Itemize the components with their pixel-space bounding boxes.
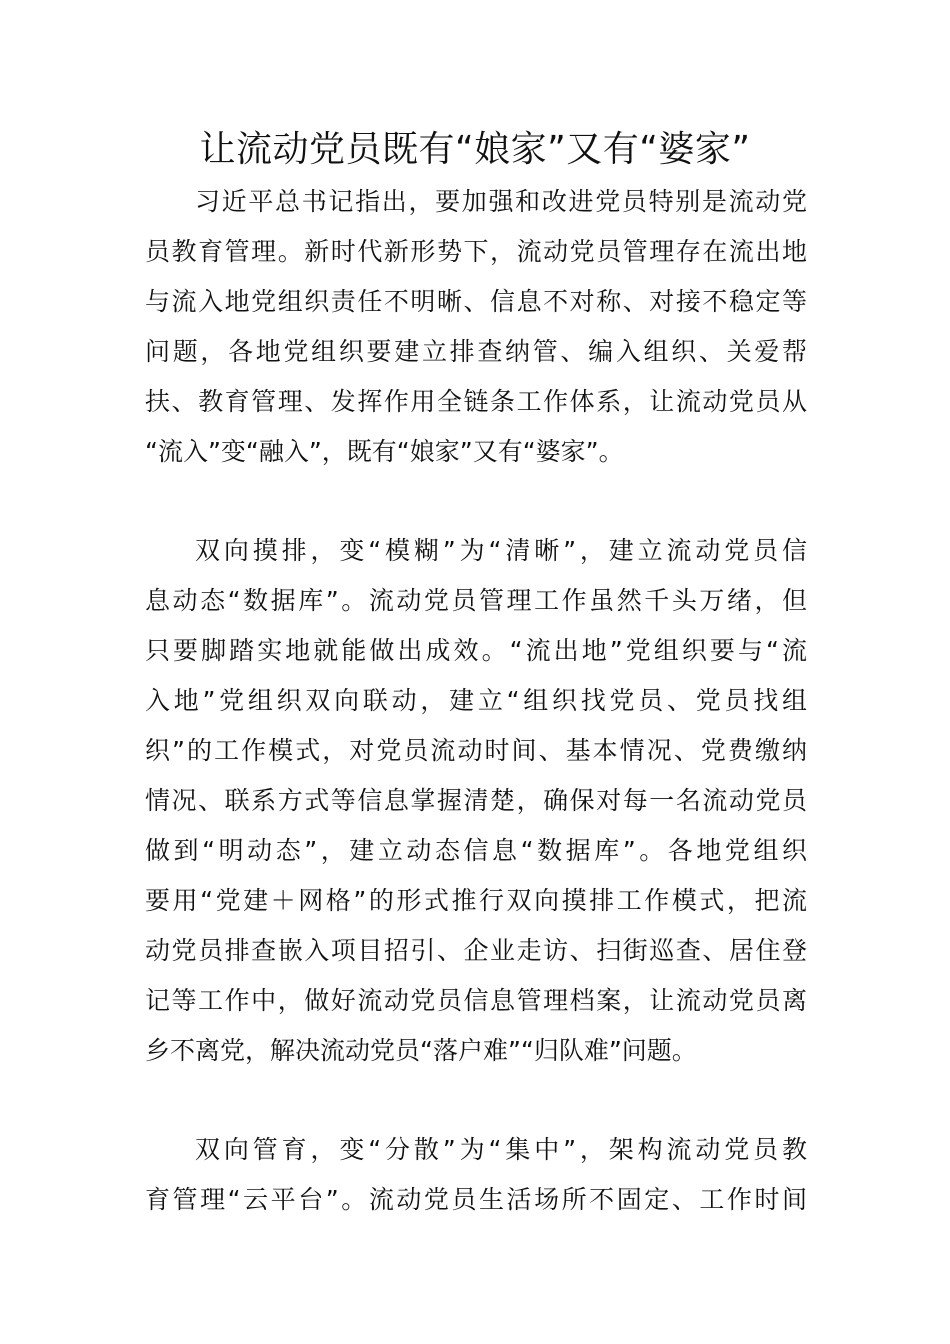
paragraph-2	[145, 526, 807, 1076]
paragraph-line: 做到“明动态”，建立动态信息“数据库”。各地党组织	[145, 836, 807, 865]
paragraph-line: 育管理“云平台”。流动党员生活场所不固定、工作时间	[145, 1185, 807, 1214]
paragraph-line: 要用“党建＋网格”的形式推行双向摸排工作模式，把流	[145, 886, 807, 915]
paragraph-line: 员教育管理。新时代新形势下，流动党员管理存在流出地	[145, 237, 807, 266]
paragraph-line: 记等工作中，做好流动党员信息管理档案，让流动党员离	[145, 986, 807, 1015]
paragraph-line: 习近平总书记指出，要加强和改进党员特别是流动党	[195, 187, 807, 216]
paragraph-line: 入地”党组织双向联动，建立“组织找党员、党员找组	[145, 686, 807, 715]
paragraph-line: 息动态“数据库”。流动党员管理工作虽然千头万绪，但	[145, 586, 807, 615]
paragraph-line: 与流入地党组织责任不明晰、信息不对称、对接不稳定等	[145, 287, 807, 316]
paragraph-line: 问题，各地党组织要建立排查纳管、编入组织、关爱帮	[145, 337, 807, 366]
paragraph-1	[145, 177, 807, 477]
paragraph-3	[145, 1125, 807, 1225]
paragraph-line: 只要脚踏实地就能做出成效。“流出地”党组织要与“流	[145, 636, 807, 665]
document-title: 让流动党员既有“娘家”又有“婆家”	[199, 129, 751, 170]
paragraph-line: 动党员排查嵌入项目招引、企业走访、扫街巡查、居住登	[145, 936, 807, 965]
paragraph-line: 乡不离党，解决流动党员“落户难”“归队难”问题。	[145, 1036, 697, 1065]
paragraph-line: 扶、教育管理、发挥作用全链条工作体系，让流动党员从	[145, 387, 807, 416]
paragraph-line: “流入”变“融入”，既有“娘家”又有“婆家”。	[145, 437, 624, 466]
paragraph-line: 双向摸排，变“模糊”为“清晰”，建立流动党员信	[195, 536, 807, 565]
paragraph-line: 情况、联系方式等信息掌握清楚，确保对每一名流动党员	[145, 786, 807, 815]
paragraph-line: 织”的工作模式，对党员流动时间、基本情况、党费缴纳	[145, 736, 807, 765]
paragraph-line: 双向管育，变“分散”为“集中”，架构流动党员教	[195, 1135, 807, 1164]
